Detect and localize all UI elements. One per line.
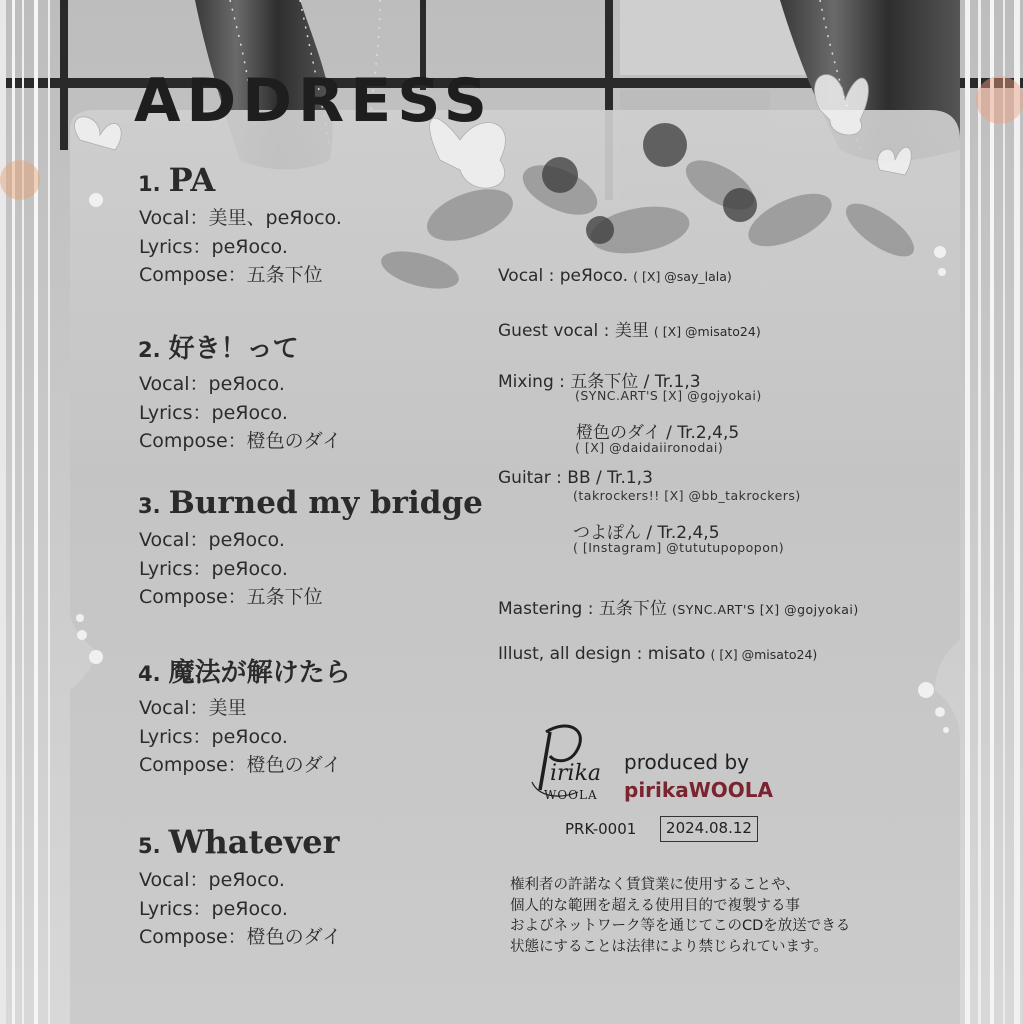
pirikawoola-logo	[528, 722, 620, 802]
track-number: 2.	[138, 338, 161, 362]
catalog-number: PRK-0001	[565, 820, 637, 838]
credit-handle: ( [X] @misato24)	[653, 324, 761, 339]
credit-handle: ( [Instagram] @tututupopopon)	[573, 540, 785, 555]
track-title: Burned my bridge	[168, 485, 483, 521]
credit-vocal	[498, 266, 732, 286]
lyrics-credit: Lyrics：peЯoco.	[139, 401, 288, 424]
credit-guest-vocal	[498, 316, 761, 341]
credit-sub: 橙色のダイ / Tr.2,4,5	[576, 423, 740, 443]
track-number: 5.	[138, 834, 161, 858]
notice-line: 権利者の許諾なく賃貸業に使用することや、	[510, 877, 800, 893]
credit-guitar	[498, 468, 653, 488]
compose-credit: Compose：五条下位	[139, 264, 323, 286]
track-4	[138, 653, 351, 780]
lyrics-credit: Lyrics：peЯoco.	[139, 557, 288, 580]
track-title: Whatever	[168, 823, 340, 861]
credit-main: Guest vocal : 美里	[498, 321, 649, 341]
produced-by-label: produced by	[624, 750, 749, 774]
page-title: ADDRESS	[134, 66, 493, 136]
track-number: 1.	[138, 172, 161, 196]
lyrics-credit: Lyrics：peЯoco.	[139, 235, 288, 258]
vocal-credit: Vocal：美里、peЯoco.	[139, 207, 342, 229]
credit-handle: ( [X] @misato24)	[710, 647, 818, 662]
vocal-credit: Vocal：peЯoco.	[139, 869, 285, 891]
track-5	[138, 822, 341, 952]
track-3	[138, 483, 483, 612]
notice-line: 状態にすることは法律により禁じられています。	[510, 938, 828, 955]
track-title: 好き！って	[168, 334, 299, 364]
credit-mastering	[498, 594, 859, 619]
track-name	[138, 483, 483, 526]
compose-credit: Compose：五条下位	[139, 586, 323, 608]
credit-handle: ( [X] @say_lala)	[633, 269, 732, 284]
credit-main: Illust, all design : misato	[498, 644, 706, 664]
credit-handle: ( [X] @daidaiironodai)	[575, 440, 724, 455]
svg-text:WOOLA: WOOLA	[544, 788, 598, 802]
vocal-credit: Vocal：peЯoco.	[139, 529, 285, 551]
credit-handle: (SYNC.ART'S [X] @gojyokai)	[671, 602, 859, 617]
track-1	[138, 160, 342, 290]
track-2	[138, 329, 341, 456]
credit-illust	[498, 644, 817, 664]
track-title: 魔法が解けたら	[168, 658, 351, 688]
notice-line: 個人的な範囲を超える使用目的で複製する事	[510, 897, 800, 914]
vocal-credit: Vocal：peЯoco.	[139, 373, 285, 395]
lyrics-credit: Lyrics：peЯoco.	[139, 725, 288, 748]
compose-credit: Compose：橙色のダイ	[139, 430, 342, 452]
notice-line: およびネットワーク等を通じてこのCDを放送できる	[510, 918, 851, 934]
svg-text:irika: irika	[550, 761, 602, 786]
track-number: 4.	[138, 662, 161, 686]
track-title: PA	[168, 161, 216, 199]
credit-main: Vocal : peЯoco.	[498, 266, 629, 286]
credit-sub: つよぽん / Tr.2,4,5	[573, 523, 720, 543]
credit-handle: (SYNC.ART'S [X] @gojyokai)	[575, 388, 762, 403]
credit-main: Guitar : BB / Tr.1,3	[498, 468, 653, 488]
compose-credit: Compose：橙色のダイ	[139, 926, 342, 948]
track-number: 3.	[138, 494, 161, 518]
track-name	[138, 329, 341, 370]
lyrics-credit: Lyrics：peЯoco.	[139, 897, 288, 920]
credit-main: Mixing : 五条下位 / Tr.1,3	[498, 372, 701, 392]
credit-handle: (takrockers!! [X] @bb_takrockers)	[573, 488, 801, 503]
track-name	[138, 653, 351, 694]
producer-name: pirikaWOOLA	[624, 778, 773, 802]
track-name	[138, 160, 342, 204]
vocal-credit: Vocal：美里	[139, 697, 247, 719]
copyright-notice	[510, 875, 850, 957]
compose-credit: Compose：橙色のダイ	[139, 754, 342, 776]
release-date: 2024.08.12	[660, 816, 758, 842]
track-name	[138, 822, 341, 866]
credit-main: Mastering : 五条下位	[498, 599, 667, 619]
